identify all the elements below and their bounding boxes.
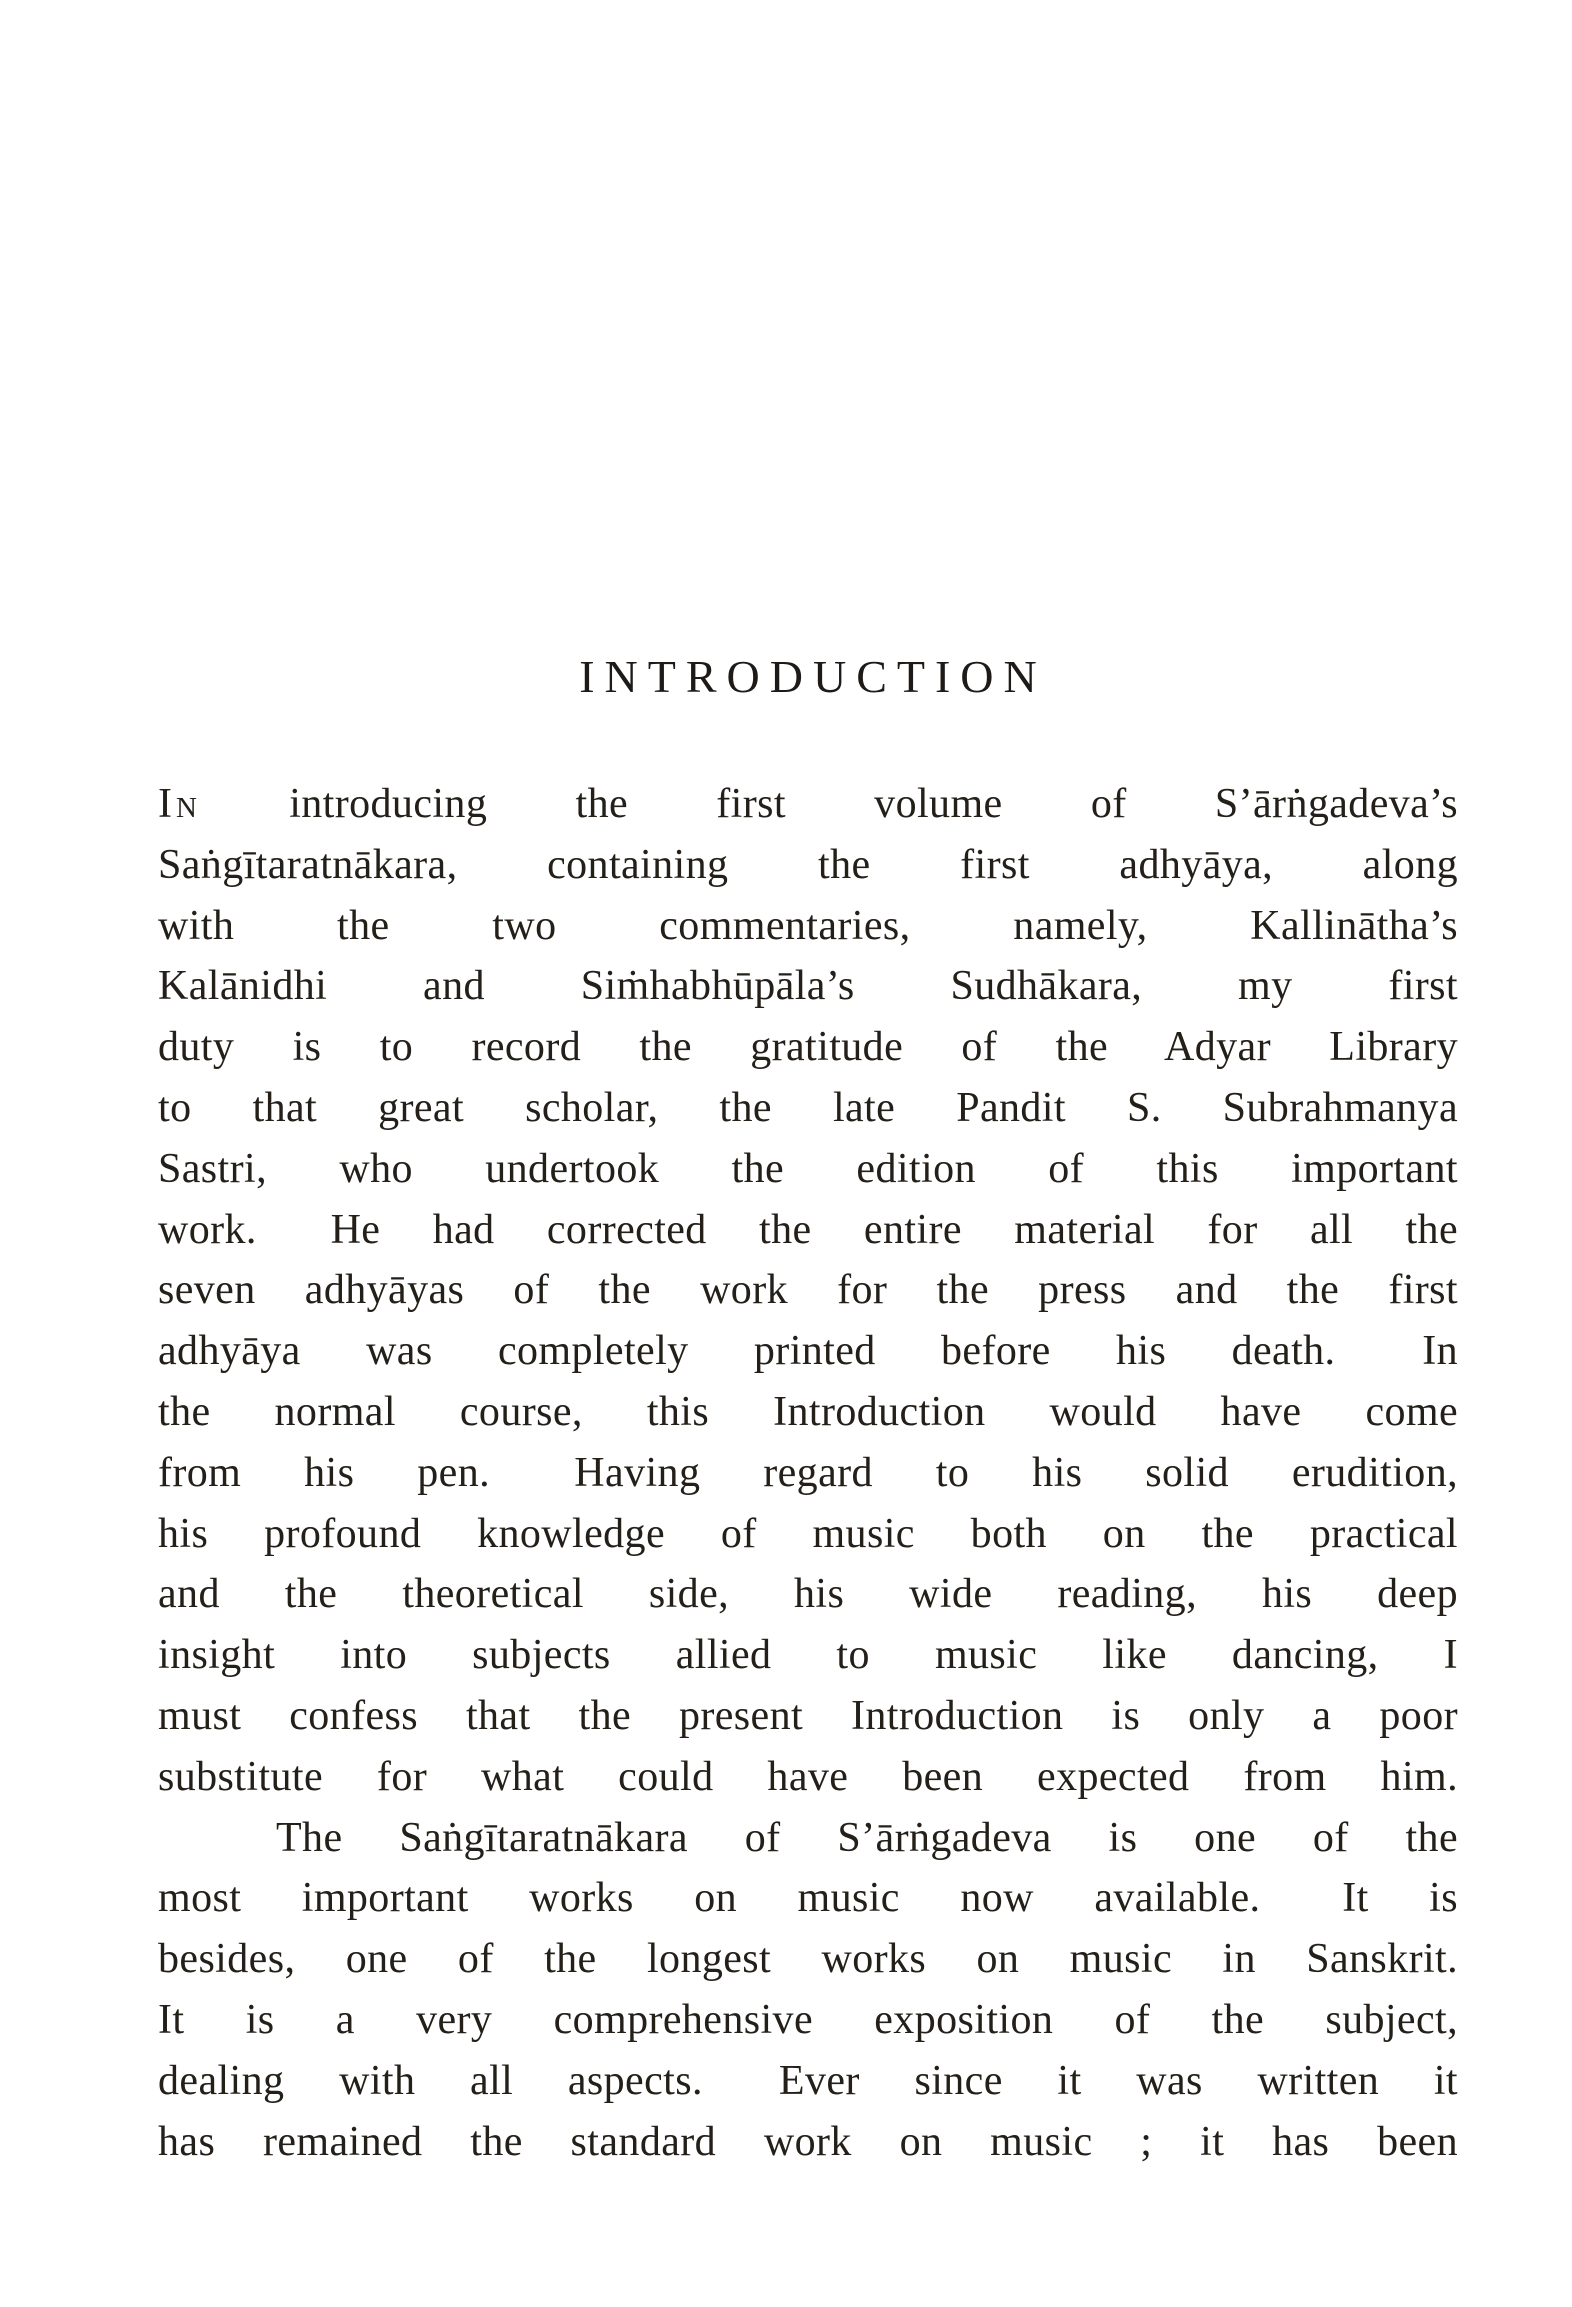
text-line: to that great scholar, the late Pandit S. Subrahmanya (158, 1084, 1458, 1131)
text-line: has remained the standard work on music ; it has been (158, 2118, 1458, 2165)
text-line: with the two commentaries, namely, Kallinātha’s (158, 902, 1458, 949)
lead-small-caps-word: In (158, 781, 201, 827)
text-line: The Saṅgītaratnākara of S’ārṅgadeva is one of the (276, 1814, 1458, 1861)
page-title: INTRODUCTION (579, 651, 1047, 702)
text-line: must confess that the present Introduction is only a poor (158, 1692, 1458, 1739)
text-line: In introducing the first volume of S’ārṅgadeva’s (158, 781, 1458, 827)
text-line: Sastri, who undertook the edition of this important (158, 1145, 1458, 1192)
page-body (158, 774, 1458, 2172)
text-line: duty is to record the gratitude of the Adyar Library (158, 1024, 1458, 1071)
text-line: the normal course, this Introduction would have come (158, 1388, 1458, 1435)
text-line: It is a very comprehensive exposition of the subject, (158, 1996, 1458, 2043)
text-line: insight into subjects allied to music like dancing, I (158, 1632, 1458, 1679)
text-line: dealing with all aspects. Ever since it was written it (158, 2057, 1458, 2104)
text-line: besides, one of the longest works on music in Sanskrit. (158, 1936, 1458, 1983)
text-line: and the theoretical side, his wide reading, his deep (158, 1571, 1458, 1618)
text-line: seven adhyāyas of the work for the press and the first (158, 1267, 1458, 1314)
text-line: most important works on music now available. It is (158, 1875, 1458, 1922)
text-line: work. He had corrected the entire material for all the (158, 1206, 1458, 1253)
text-line: Kalānidhi and Siṁhabhūpāla’s Sudhākara, my first (158, 963, 1458, 1010)
text-line: substitute for what could have been expected from him. (158, 1753, 1458, 1800)
text-line: from his pen. Having regard to his solid erudition, (158, 1449, 1458, 1496)
text-line: adhyāya was completely printed before his death. In (158, 1328, 1458, 1375)
text-line: Saṅgītaratnākara, containing the first adhyāya, along (158, 841, 1458, 888)
text-line: his profound knowledge of music both on the practical (158, 1510, 1458, 1557)
